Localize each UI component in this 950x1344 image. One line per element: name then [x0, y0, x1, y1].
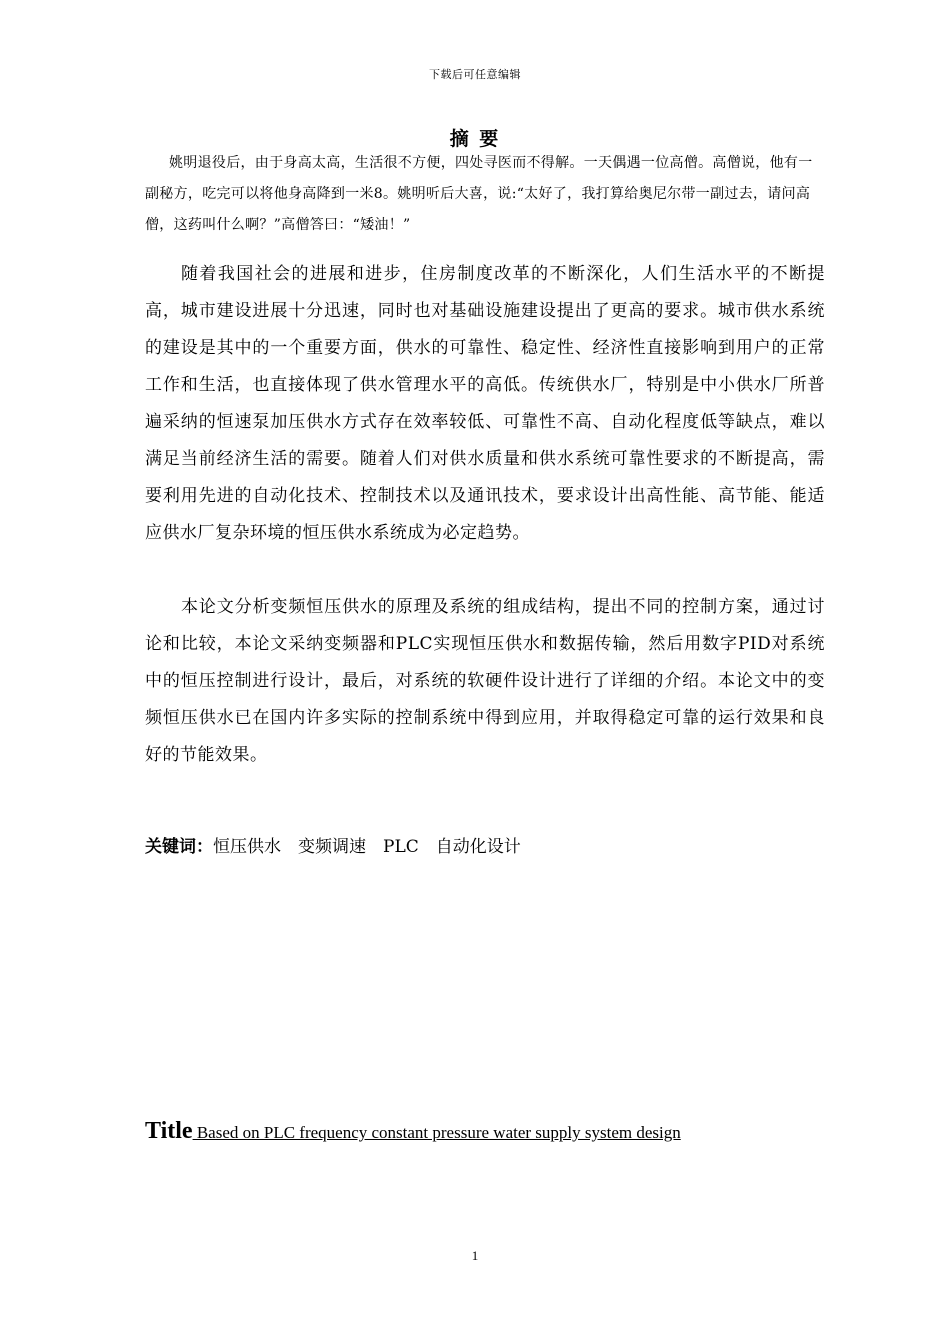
keywords-label: 关键词：: [145, 837, 213, 857]
joke-paragraph: 姚明退役后，由于身高太高，生活很不方便，四处寻医而不得解。一天偶遇一位高僧。高僧说，他有一副秘方，吃完可以将他身高降到一米8。姚明听后大喜，说:“太好了，我打算给奥尼尔带一副过去，请问高僧，这药叫什么啊？”高僧答曰：“矮油！”: [145, 155, 813, 233]
header-note: 下载后可任意编辑: [429, 68, 521, 81]
english-title-line: [145, 1118, 845, 1145]
abstract-paragraph-1: 随着我国社会的进展和进步，住房制度改革的不断深化，人们生活水平的不断提高，城市建设进展十分迅速，同时也对基础设施建设提出了更高的要求。城市供水系统的建设是其中的一个重要方面，供水的可靠性、稳定性、经济性直接影响到用户的正常工作和生活，也直接体现了供水管理水平的高低。传统供水厂，特别是中小供水厂所普遍采纳的恒速泵加压供水方式存在效率较低、可靠性不高、自动化程度低等缺点，难以满足当前经济生活的需要。随着人们对供水质量和供水系统可靠性要求的不断提高，需要利用先进的自动化技术、控制技术以及通讯技术，要求设计出高性能、高节能、能适应供水厂复杂环境的恒压供水系统成为必定趋势。: [145, 264, 825, 543]
title-label: Title: [145, 1118, 193, 1144]
abstract-title: 摘 要: [449, 128, 501, 150]
page-number: 1: [471, 1248, 479, 1263]
english-title: Based on PLC frequency constant pressure water supply system design: [192, 1123, 681, 1142]
abstract-paragraph-2: 本论文分析变频恒压供水的原理及系统的组成结构，提出不同的控制方案，通过讨论和比较，本论文采纳变频器和PLC实现恒压供水和数据传输，然后用数字PID对系统中的恒压控制进行设计，最后，对系统的软硬件设计进行了详细的介绍。本论文中的变频恒压供水已在国内许多实际的控制系统中得到应用，并取得稳定可靠的运行效果和良好的节能效果。: [145, 597, 825, 765]
keywords-line: [145, 830, 825, 864]
keywords-list: 恒压供水 变频调速 PLC 自动化设计: [213, 837, 521, 857]
